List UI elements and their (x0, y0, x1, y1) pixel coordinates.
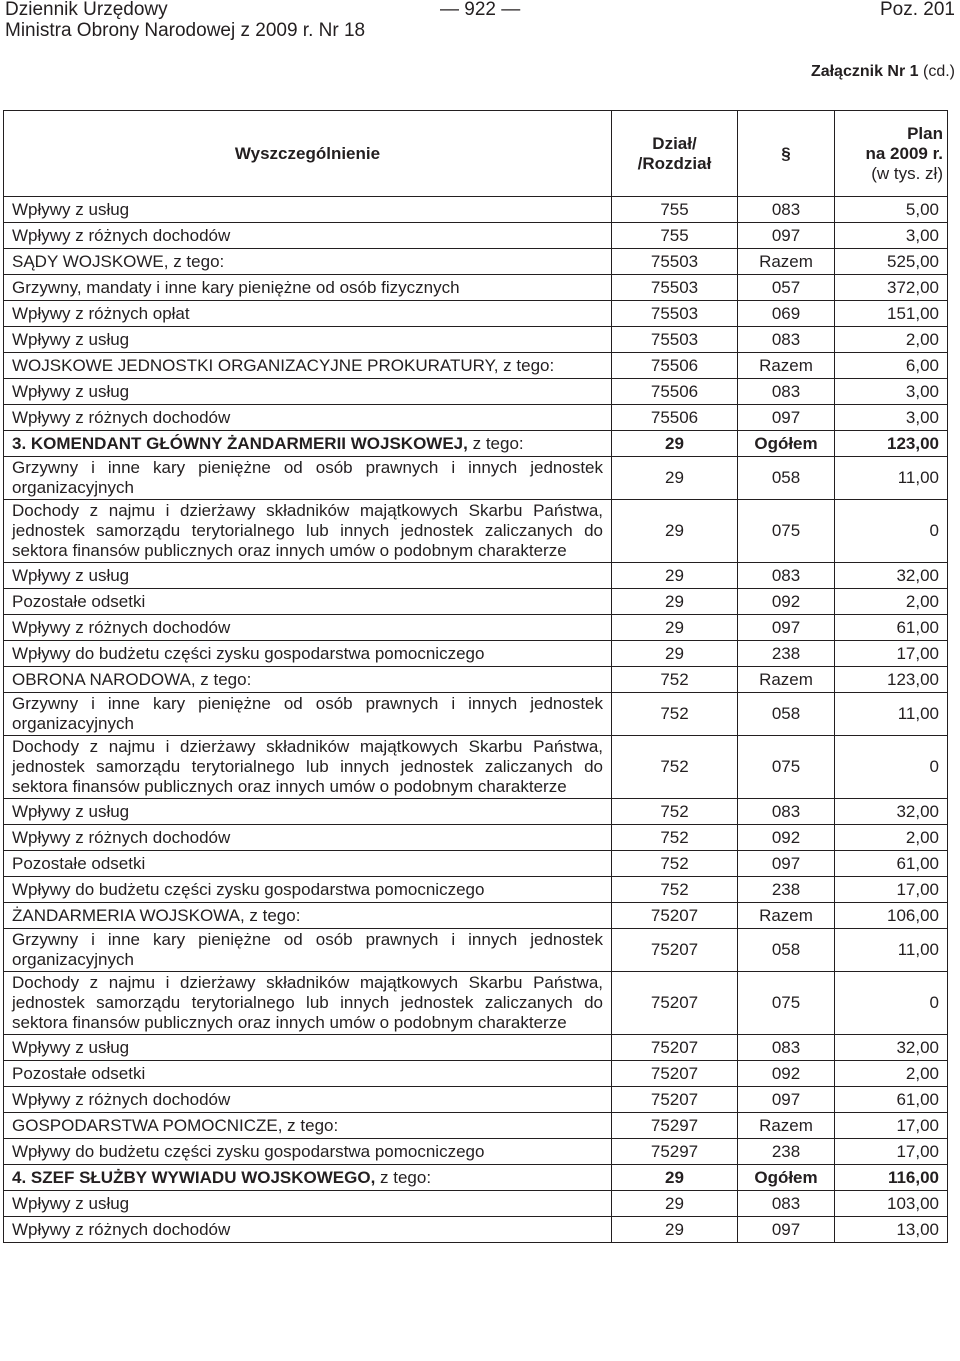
table-row (4, 249, 948, 275)
cell-description (4, 615, 612, 641)
cell-paragraph: 083 (738, 1191, 835, 1217)
description-text: 4. SZEF SŁUŻBY WYWIADU WOJSKOWEGO, (12, 1167, 376, 1187)
table-row (4, 431, 948, 457)
description-suffix: z tego: (375, 1167, 432, 1187)
cell-amount: 116,00 (835, 1165, 948, 1191)
cell-amount: 372,00 (835, 275, 948, 301)
cell-amount: 11,00 (835, 457, 948, 500)
cell-paragraph: 083 (738, 1035, 835, 1061)
table-row (4, 457, 948, 500)
cell-description (4, 1139, 612, 1165)
cell-division: 75207 (612, 903, 738, 929)
table-row (4, 1191, 948, 1217)
cell-paragraph: Razem (738, 667, 835, 693)
table-row (4, 851, 948, 877)
description-text: OBRONA NARODOWA, z tego: (12, 669, 252, 689)
cell-paragraph: 075 (738, 500, 835, 563)
table-row (4, 736, 948, 799)
cell-division: 755 (612, 197, 738, 223)
cell-amount: 151,00 (835, 301, 948, 327)
cell-paragraph: 069 (738, 301, 835, 327)
cell-paragraph: 092 (738, 589, 835, 615)
cell-amount: 2,00 (835, 589, 948, 615)
table-row (4, 929, 948, 972)
description-text: SĄDY WOJSKOWE, z tego: (12, 251, 225, 271)
table-header-row (4, 111, 948, 197)
cell-paragraph: 238 (738, 877, 835, 903)
cell-division: 29 (612, 563, 738, 589)
cell-description (4, 903, 612, 929)
header-division-line: Dział/ (652, 133, 697, 153)
cell-division: 75207 (612, 1061, 738, 1087)
header-plan (835, 111, 948, 197)
cell-paragraph: 097 (738, 223, 835, 249)
cell-paragraph: Razem (738, 353, 835, 379)
cell-amount: 0 (835, 972, 948, 1035)
annex-number: Załącznik Nr 1 (810, 63, 919, 80)
journal-title: Dziennik Urzędowy (5, 0, 168, 20)
cell-amount: 525,00 (835, 249, 948, 275)
cell-amount: 0 (835, 736, 948, 799)
cell-division: 752 (612, 877, 738, 903)
description-text: Wpływy z różnych dochodów (12, 1089, 231, 1109)
cell-division: 29 (612, 641, 738, 667)
cell-amount: 106,00 (835, 903, 948, 929)
cell-paragraph: Razem (738, 1113, 835, 1139)
cell-division: 75207 (612, 1035, 738, 1061)
cell-paragraph: 058 (738, 693, 835, 736)
cell-description (4, 1191, 612, 1217)
table-row (4, 301, 948, 327)
description-text: Dochody z najmu i dzierżawy składników majątkowych Skarbu Państwa, jednostek samorządu terytorialnego lub innych jednostek zaliczanych do sektora finansów publicznych oraz innych umów o podobnym charakterze (12, 973, 603, 1032)
cell-description (4, 353, 612, 379)
cell-amount: 32,00 (835, 563, 948, 589)
cell-division: 752 (612, 693, 738, 736)
cell-amount: 103,00 (835, 1191, 948, 1217)
cell-division: 75503 (612, 327, 738, 353)
description-text: Wpływy z różnych dochodów (12, 617, 231, 637)
cell-division: 752 (612, 667, 738, 693)
page-number: — 922 — (440, 0, 521, 20)
cell-division: 752 (612, 799, 738, 825)
description-text: Pozostałe odsetki (12, 1063, 146, 1083)
cell-division: 752 (612, 825, 738, 851)
cell-division: 29 (612, 1165, 738, 1191)
cell-description (4, 431, 612, 457)
cell-division: 29 (612, 615, 738, 641)
header-paragraph: § (738, 111, 835, 197)
table-row (4, 275, 948, 301)
cell-description (4, 1087, 612, 1113)
table-row (4, 589, 948, 615)
cell-paragraph: 057 (738, 275, 835, 301)
description-text: Wpływy z różnych dochodów (12, 827, 231, 847)
table-row (4, 693, 948, 736)
description-text: Wpływy z usług (12, 381, 130, 401)
table-row (4, 1061, 948, 1087)
cell-paragraph: Razem (738, 249, 835, 275)
cell-division: 75503 (612, 275, 738, 301)
cell-description (4, 223, 612, 249)
cell-paragraph: 092 (738, 1061, 835, 1087)
cell-amount: 3,00 (835, 223, 948, 249)
cell-amount: 61,00 (835, 1087, 948, 1113)
description-text: Wpływy do budżetu części zysku gospodarstwa pomocniczego (12, 643, 485, 663)
header-plan-line2: na 2009 r. (865, 143, 943, 163)
cell-paragraph: 238 (738, 1139, 835, 1165)
table-row (4, 1139, 948, 1165)
table-row (4, 197, 948, 223)
cell-description (4, 877, 612, 903)
cell-description (4, 249, 612, 275)
cell-division: 29 (612, 589, 738, 615)
table-row (4, 1217, 948, 1243)
cell-amount: 32,00 (835, 799, 948, 825)
cell-description (4, 825, 612, 851)
cell-amount: 123,00 (835, 667, 948, 693)
cell-division: 75207 (612, 1087, 738, 1113)
cell-description (4, 1217, 612, 1243)
description-text: Grzywny i inne kary pieniężne od osób prawnych i innych jednostek organizacyjnych (12, 458, 603, 497)
description-text: Grzywny, mandaty i inne kary pieniężne od osób fizycznych (12, 277, 460, 297)
description-text: Dochody z najmu i dzierżawy składników majątkowych Skarbu Państwa, jednostek samorządu terytorialnego lub innych jednostek zaliczanych do sektora finansów publicznych oraz innych umów o podobnym charakterze (12, 737, 603, 796)
cell-paragraph: 083 (738, 379, 835, 405)
cell-paragraph: 097 (738, 851, 835, 877)
cell-description (4, 563, 612, 589)
table-row (4, 1087, 948, 1113)
table-row (4, 327, 948, 353)
cell-division: 75506 (612, 405, 738, 431)
cell-description (4, 275, 612, 301)
header-plan-unit: (w tys. zł) (871, 163, 943, 183)
description-text: Wpływy z różnych opłat (12, 303, 190, 323)
description-text: Pozostałe odsetki (12, 591, 146, 611)
description-text: GOSPODARSTWA POMOCNICZE, z tego: (12, 1115, 339, 1135)
cell-paragraph: Ogółem (738, 1165, 835, 1191)
cell-amount: 0 (835, 500, 948, 563)
cell-division: 29 (612, 431, 738, 457)
cell-description (4, 1165, 612, 1191)
description-suffix: z tego: (467, 433, 524, 453)
table-row (4, 972, 948, 1035)
annex-continuation: (cd.) (923, 63, 955, 80)
cell-division: 75506 (612, 379, 738, 405)
table-row (4, 667, 948, 693)
cell-paragraph: 058 (738, 457, 835, 500)
table-row (4, 903, 948, 929)
cell-paragraph: Ogółem (738, 431, 835, 457)
cell-amount: 13,00 (835, 1217, 948, 1243)
cell-division: 29 (612, 1191, 738, 1217)
description-text: Wpływy z usług (12, 565, 130, 585)
cell-description (4, 929, 612, 972)
table-row (4, 405, 948, 431)
cell-division: 75506 (612, 353, 738, 379)
cell-paragraph: 058 (738, 929, 835, 972)
cell-description (4, 327, 612, 353)
cell-division: 752 (612, 851, 738, 877)
cell-description (4, 301, 612, 327)
annex-label (811, 63, 955, 81)
cell-description (4, 405, 612, 431)
cell-description (4, 851, 612, 877)
cell-amount: 61,00 (835, 615, 948, 641)
cell-description (4, 736, 612, 799)
cell-paragraph: 083 (738, 799, 835, 825)
cell-paragraph: 075 (738, 736, 835, 799)
cell-paragraph: 083 (738, 197, 835, 223)
cell-amount: 5,00 (835, 197, 948, 223)
table-row (4, 500, 948, 563)
description-text: Pozostałe odsetki (12, 853, 146, 873)
table-row (4, 1113, 948, 1139)
cell-division: 29 (612, 457, 738, 500)
cell-amount: 11,00 (835, 929, 948, 972)
cell-paragraph: 097 (738, 1217, 835, 1243)
table-row (4, 379, 948, 405)
header-description: Wyszczególnienie (4, 111, 612, 197)
table-row (4, 877, 948, 903)
cell-division: 29 (612, 1217, 738, 1243)
description-text: Dochody z najmu i dzierżawy składników majątkowych Skarbu Państwa, jednostek samorządu terytorialnego lub innych jednostek zaliczanych do sektora finansów publicznych oraz innych umów o podobnym charakterze (12, 501, 603, 560)
cell-amount: 3,00 (835, 379, 948, 405)
budget-table (3, 110, 948, 1243)
cell-description (4, 500, 612, 563)
cell-amount: 17,00 (835, 877, 948, 903)
description-text: ŻANDARMERIA WOJSKOWA, z tego: (12, 905, 301, 925)
description-text: Grzywny i inne kary pieniężne od osób prawnych i innych jednostek organizacyjnych (12, 930, 603, 969)
table-row (4, 563, 948, 589)
table-body (4, 197, 948, 1243)
cell-description (4, 457, 612, 500)
cell-description (4, 972, 612, 1035)
cell-description (4, 1035, 612, 1061)
description-text: Wpływy z usług (12, 801, 130, 821)
ministry-line: Ministra Obrony Narodowej z 2009 r. Nr 18 (5, 20, 366, 41)
cell-description (4, 799, 612, 825)
cell-paragraph: 083 (738, 327, 835, 353)
table-row (4, 1035, 948, 1061)
cell-amount: 6,00 (835, 353, 948, 379)
description-text: Wpływy do budżetu części zysku gospodarstwa pomocniczego (12, 1141, 485, 1161)
cell-division: 75503 (612, 249, 738, 275)
cell-division: 75207 (612, 972, 738, 1035)
cell-amount: 2,00 (835, 1061, 948, 1087)
cell-paragraph: Razem (738, 903, 835, 929)
cell-paragraph: 092 (738, 825, 835, 851)
table-row (4, 799, 948, 825)
cell-division: 752 (612, 736, 738, 799)
cell-paragraph: 097 (738, 615, 835, 641)
description-text: Wpływy z różnych dochodów (12, 407, 231, 427)
description-text: Grzywny i inne kary pieniężne od osób prawnych i innych jednostek organizacyjnych (12, 694, 603, 733)
cell-description (4, 667, 612, 693)
cell-amount: 17,00 (835, 641, 948, 667)
header-division (612, 111, 738, 197)
table-row (4, 615, 948, 641)
cell-division: 75503 (612, 301, 738, 327)
table-row (4, 825, 948, 851)
description-text: Wpływy do budżetu części zysku gospodarstwa pomocniczego (12, 879, 485, 899)
cell-division: 75207 (612, 929, 738, 972)
description-text: 3. KOMENDANT GŁÓWNY ŻANDARMERII WOJSKOWEJ, (12, 433, 468, 453)
table-row (4, 353, 948, 379)
table-row (4, 641, 948, 667)
table-row (4, 1165, 948, 1191)
cell-paragraph: 083 (738, 563, 835, 589)
description-text: Wpływy z usług (12, 329, 130, 349)
position-number: Poz. 201 (880, 0, 955, 20)
cell-division: 755 (612, 223, 738, 249)
cell-amount: 11,00 (835, 693, 948, 736)
cell-paragraph: 075 (738, 972, 835, 1035)
cell-division: 75297 (612, 1139, 738, 1165)
cell-paragraph: 238 (738, 641, 835, 667)
cell-amount: 3,00 (835, 405, 948, 431)
cell-amount: 123,00 (835, 431, 948, 457)
cell-amount: 32,00 (835, 1035, 948, 1061)
description-text: Wpływy z różnych dochodów (12, 225, 231, 245)
header-plan-line1: Plan (907, 123, 943, 143)
cell-division: 75297 (612, 1113, 738, 1139)
cell-amount: 17,00 (835, 1113, 948, 1139)
header-division-line: /Rozdział (637, 153, 712, 173)
cell-amount: 61,00 (835, 851, 948, 877)
cell-amount: 2,00 (835, 327, 948, 353)
cell-division: 29 (612, 500, 738, 563)
description-text: WOJSKOWE JEDNOSTKI ORGANIZACYJNE PROKURATURY, z tego: (12, 355, 555, 375)
cell-amount: 17,00 (835, 1139, 948, 1165)
table-row (4, 223, 948, 249)
cell-description (4, 379, 612, 405)
cell-paragraph: 097 (738, 405, 835, 431)
cell-description (4, 1113, 612, 1139)
cell-description (4, 693, 612, 736)
cell-amount: 2,00 (835, 825, 948, 851)
description-text: Wpływy z różnych dochodów (12, 1219, 231, 1239)
description-text: Wpływy z usług (12, 1193, 130, 1213)
cell-description (4, 641, 612, 667)
description-text: Wpływy z usług (12, 1037, 130, 1057)
cell-description (4, 589, 612, 615)
cell-paragraph: 097 (738, 1087, 835, 1113)
cell-description (4, 1061, 612, 1087)
description-text: Wpływy z usług (12, 199, 130, 219)
cell-description (4, 197, 612, 223)
